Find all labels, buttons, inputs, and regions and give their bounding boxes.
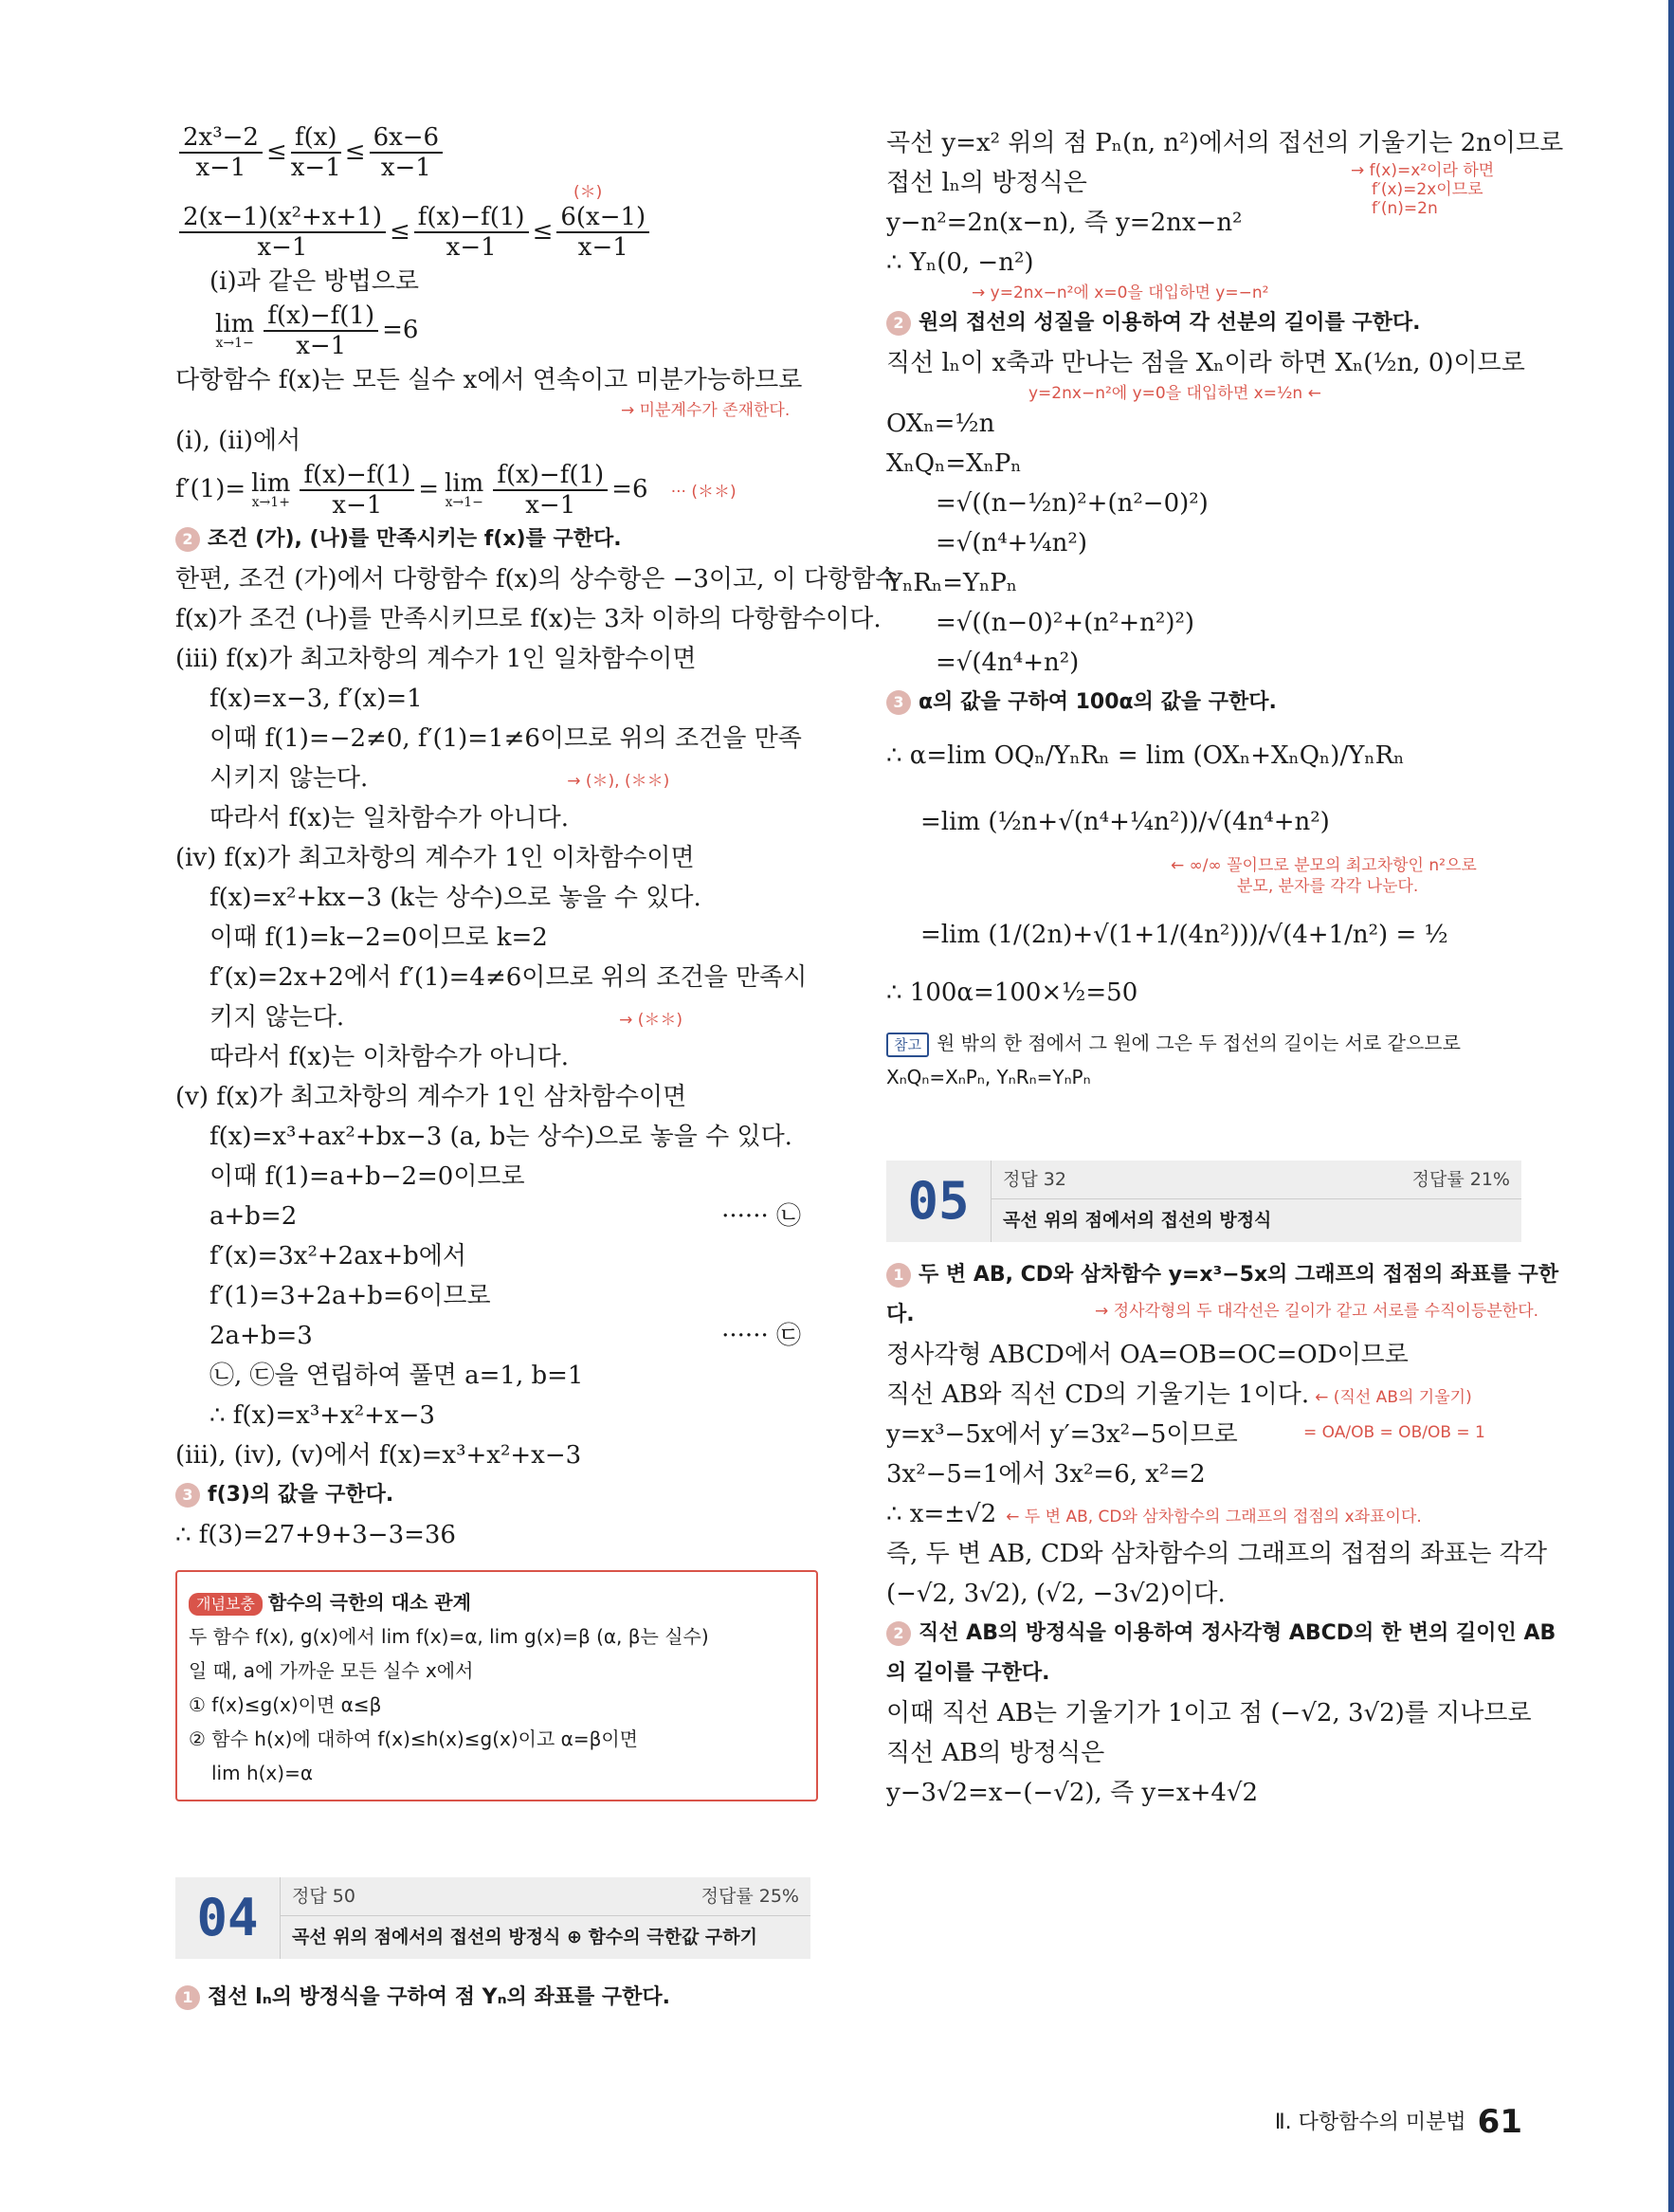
section-topic: 곡선 위의 점에서의 접선의 방정식 xyxy=(1003,1210,1272,1231)
case-iv-line: 이때 f(1)=k−2=0이므로 k=2 xyxy=(209,923,548,952)
fprime-value: =6 xyxy=(611,475,648,503)
chapter-title: Ⅱ. 다항함수의 미분법 xyxy=(1274,2111,1466,2134)
frac-den: x−1 xyxy=(446,233,497,262)
step-number-badge: 2 xyxy=(175,527,200,552)
case-v-line: f′(1)=3+2a+b=6이므로 xyxy=(209,1282,491,1310)
case-v-line: 이때 f(1)=a+b−2=0이므로 xyxy=(209,1162,525,1191)
frac-den: x−1 xyxy=(257,233,308,262)
step-number-badge: 3 xyxy=(175,1483,200,1508)
length-XQ: XₙQₙ=XₙPₙ xyxy=(886,449,1022,478)
concept-box-header xyxy=(189,1585,805,1619)
annotation-X: y=2nx−n²에 y=0을 대입하면 x=½n ← xyxy=(1028,384,1321,403)
alpha-limit-1: ∴ α=lim OQₙ/YₙRₙ = lim (OXₙ+XₙQₙ)/YₙRₙ xyxy=(886,741,1405,770)
section-meta xyxy=(280,1877,810,1959)
length-OX: OXₙ=½n xyxy=(886,410,995,438)
case-v-line xyxy=(175,1316,820,1356)
annotation-derivative-exists: → 미분계수가 존재한다. xyxy=(621,401,791,420)
case-v-title: (v) f(x)가 최고차항의 계수가 1인 삼차함수이면 xyxy=(175,1083,687,1111)
length-YR-step: =√((n−0)²+(n²+n²)²) xyxy=(936,609,1195,637)
frac-den: x−1 xyxy=(290,154,341,182)
step-1-text: 접선 lₙ의 방정식을 구하여 점 Yₙ의 좌표를 구한다. xyxy=(208,1985,671,2009)
section-meta xyxy=(991,1161,1521,1242)
line-AB-label: 직선 AB의 방정식은 xyxy=(886,1739,1105,1767)
derivative-text xyxy=(886,1415,1531,1454)
annotation-line: → f(x)=x²이라 하면 xyxy=(1351,161,1495,180)
problem-number: 05 xyxy=(907,1171,970,1231)
annotation-slope: ← (직선 AB의 기울기) xyxy=(1315,1388,1472,1407)
inequality-2: $\frac{\text{2(x−1)(x²+x+1)}}{x-1}$ ≤ $\frac{f(x)-f(1)}{x-1}$ ≤ $\frac{6(x-1)}{x-1}$ xyxy=(175,203,820,262)
equation-tag-L: ······ ㉡ xyxy=(721,1202,801,1231)
line-AB-equation: y−3√2=x−(−√2), 즉 y=x+4√2 xyxy=(886,1779,1259,1807)
step-1-heading xyxy=(886,1255,1559,1295)
step-3-heading xyxy=(175,1475,820,1515)
annotation-divide-1: ← ∞/∞ 꼴이므로 분모의 최고차항인 n²으로 xyxy=(1171,856,1477,875)
step-3-text: f(3)의 값을 구한다. xyxy=(208,1483,394,1507)
annotation-line: f′(n)=2n xyxy=(1372,199,1438,218)
step-2-text: 직선 AB의 방정식을 이용하여 정사각형 ABCD의 한 변의 길이인 AB xyxy=(919,1621,1556,1645)
accuracy-rate: 정답률 25% xyxy=(701,1886,799,1907)
tangent-slope-text: 곡선 y=x² 위의 점 Pₙ(n, n²)에서의 접선의 기울기는 2n이므로 xyxy=(886,129,1564,157)
case-iv-title: (iv) f(x)가 최고차항의 계수가 1인 이차함수이면 xyxy=(175,844,695,872)
page-number: 61 xyxy=(1477,2103,1522,2141)
annotation-iii: → (＊), (＊＊) xyxy=(567,772,670,791)
case-v-line: f(x)=x³+ax²+bx−3 (a, b는 상수)으로 놓을 수 있다. xyxy=(209,1123,792,1151)
case-v-line: ㉡, ㉢을 연립하여 풀면 a=1, b=1 xyxy=(209,1362,584,1390)
concept-line: ② 함수 h(x)에 대하여 f(x)≤h(x)≤g(x)이고 α=β이면 xyxy=(189,1728,638,1750)
case-v-line: f′(x)=3x²+2ax+b에서 xyxy=(209,1242,467,1271)
problem-number: 04 xyxy=(196,1888,259,1947)
step-1-text: 두 변 AB, CD와 삼차함수 y=x³−5x의 그래프의 접점의 좌표를 구한 xyxy=(919,1263,1559,1287)
concept-title: 함수의 극한의 대소 관계 xyxy=(267,1591,471,1614)
case-iv-line: f(x)=x²+kx−3 (k는 상수)으로 놓을 수 있다. xyxy=(209,884,701,912)
concept-tag: 개념보충 xyxy=(189,1593,263,1616)
equation-C: 2a+b=3 xyxy=(209,1322,313,1350)
x-values xyxy=(886,1494,1531,1534)
reference-equalities: XₙQₙ=XₙPₙ, YₙRₙ=YₙPₙ xyxy=(886,1066,1091,1088)
case-iv-text: 키지 않는다. xyxy=(209,1003,345,1032)
step-number-badge: 1 xyxy=(886,1263,911,1288)
accuracy-rate: 정답률 21% xyxy=(1411,1169,1510,1190)
concept-line: lim h(x)=α xyxy=(211,1762,314,1784)
length-XQ-step: =√((n−½n)²+(n²−0)²) xyxy=(936,489,1209,518)
frac-num: f(x)−f(1) xyxy=(264,302,378,332)
annotation-Y: → y=2nx−n²에 x=0을 대입하면 y=−n² xyxy=(972,283,1269,302)
annotation-line: f′(x)=2x이므로 xyxy=(1372,180,1483,199)
annotation-square: → 정사각형의 두 대각선은 길이가 같고 서로를 수직이등분한다. xyxy=(1095,1302,1539,1321)
fprime-limit: f′(1)= lim x→1+ $\frac{f(x)-f(1)}{x-1}$ = lim x→1− $\frac{f(x)-f(1)}{x-1}$ =6 ··· (＊＊) xyxy=(175,461,737,520)
derivative-text-content: y=x³−5x에서 y′=3x²−5이므로 xyxy=(886,1420,1238,1449)
frac-num: 2x³−2 xyxy=(179,123,263,154)
point-Y: ∴ Yₙ(0, −n²) xyxy=(886,248,1034,277)
step-number-badge: 1 xyxy=(175,1985,200,2010)
step-2-heading xyxy=(886,303,1531,343)
step-number-badge: 3 xyxy=(886,690,911,715)
differentiable-text: 다항함수 f(x)는 모든 실수 x에서 연속이고 미분가능하므로 xyxy=(175,366,803,394)
paragraph-line-2: f(x)가 조건 (나)를 만족시키므로 f(x)는 3차 이하의 다항함수이다. xyxy=(175,605,882,633)
case-iv-line xyxy=(175,997,820,1037)
case-iii-line: f(x)=x−3, f′(x)=1 xyxy=(209,685,423,713)
case-v-line: ∴ f(x)=x³+x²+x−3 xyxy=(209,1401,435,1430)
length-YR-step: =√(4n⁴+n²) xyxy=(936,649,1080,677)
step-1-heading-cont: 다. xyxy=(886,1303,915,1326)
step-2-heading-cont: 의 길이를 구한다. xyxy=(886,1661,1050,1685)
left-column xyxy=(175,123,900,2018)
limit-value: =6 xyxy=(382,316,419,344)
lim-subscript: x→1− xyxy=(215,336,254,351)
step-2-text: 조건 (가), (나)를 만족시키는 f(x)를 구한다. xyxy=(208,527,622,551)
annotation-iv: → (＊＊) xyxy=(619,1011,683,1030)
section-04-header xyxy=(175,1877,810,1959)
tangent-equation: y−n²=2n(x−n), 즉 y=2nx−n² xyxy=(886,209,1243,237)
alpha-limit-2: =lim (½n+√(n⁴+¼n²))/√(4n⁴+n²) xyxy=(920,808,1330,836)
point-X-text: 직선 lₙ이 x축과 만나는 점을 Xₙ이라 하면 Xₙ(½n, 0)이므로 xyxy=(886,349,1525,377)
case-iv-line: 따라서 f(x)는 이차함수가 아니다. xyxy=(209,1043,570,1071)
frac-den: x−1 xyxy=(195,154,246,182)
limit-left: lim x→1− $\frac{f(x)-f(1)}{x-1}$ =6 xyxy=(215,302,419,360)
tangent-points-text: 즉, 두 변 AB, CD와 삼차함수의 그래프의 접점의 좌표는 각각 xyxy=(886,1540,1547,1568)
frac-num: f(x)−f(1) xyxy=(493,461,608,491)
answer-label: 정답 32 xyxy=(1003,1169,1066,1190)
concept-line: 일 때, a에 가까운 모든 실수 x에서 xyxy=(189,1659,474,1682)
reference-tag: 참고 xyxy=(886,1033,929,1057)
frac-den: x−1 xyxy=(380,154,431,182)
f3-result: ∴ f(3)=27+9+3−3=36 xyxy=(175,1521,456,1549)
case-iii-text: 시키지 않는다. xyxy=(209,764,369,793)
case-iii-title: (iii) f(x)가 최고차항의 계수가 1인 일차함수이면 xyxy=(175,645,697,673)
annotation-starstar: ··· (＊＊) xyxy=(670,483,737,502)
frac-num: 6x−6 xyxy=(370,123,444,154)
answer-label: 정답 50 xyxy=(292,1886,355,1907)
concept-box xyxy=(175,1570,818,1801)
x-values-text: ∴ x=±√2 xyxy=(886,1500,997,1528)
reference-note xyxy=(886,1026,1531,1060)
step-3-heading xyxy=(886,683,1531,722)
paragraph-line-1: 한편, 조건 (가)에서 다항함수 f(x)의 상수항은 −3이고, 이 다항함수 xyxy=(175,565,900,594)
inequality-1: $\frac{\text{2x³−2}}{x-1}$ ≤ $\frac{f(x)}{x-1}$ ≤ $\frac{6x-6}{x-1}$ xyxy=(175,123,820,182)
annotation-derivative xyxy=(1351,161,1494,218)
alpha-limit-3: =lim (1/(2n)+√(1+1/(4n²)))/√(4+1/n²) = ½ xyxy=(920,921,1448,949)
from-i-ii: (i), (ii)에서 xyxy=(175,427,301,455)
frac-num: f(x) xyxy=(291,123,341,154)
step-number-badge: 2 xyxy=(886,1621,911,1646)
annotation-star: (＊) xyxy=(573,183,603,202)
length-XQ-step: =√(n⁴+¼n²) xyxy=(936,529,1087,558)
concept-line: ① f(x)≤g(x)이면 α≤β xyxy=(189,1693,382,1716)
lim-subscript: x→1− xyxy=(445,495,483,510)
frac-den: x−1 xyxy=(296,332,347,360)
step-1-heading xyxy=(175,1978,820,2018)
tangent-eq-label-text: 접선 lₙ의 방정식은 xyxy=(886,169,1087,197)
reference-text: 원 밖의 한 점에서 그 원에 그은 두 접선의 길이는 서로 같으므로 xyxy=(936,1032,1461,1054)
tangent-eq-label xyxy=(886,161,1531,218)
annotation-divide-2: 분모, 분자를 각각 나눈다. xyxy=(1237,877,1419,896)
fprime-lhs: f′(1)= xyxy=(175,475,246,503)
page-edge-strip xyxy=(1668,0,1674,2212)
concept-line: 두 함수 f(x), g(x)에서 lim f(x)=α, lim g(x)=β (α, β는 실수) xyxy=(189,1625,709,1648)
page-footer xyxy=(1275,2103,1522,2141)
case-iii-line: 이때 f(1)=−2≠0, f′(1)=1≠6이므로 위의 조건을 만족 xyxy=(209,724,802,753)
frac-den: x−1 xyxy=(525,491,576,520)
step-3-text: α의 값을 구하여 100α의 값을 구한다. xyxy=(919,690,1277,714)
case-iii-line: 따라서 f(x)는 일차함수가 아니다. xyxy=(209,804,570,832)
lim-subscript: x→1+ xyxy=(251,495,290,510)
alpha-result: ∴ 100α=100×½=50 xyxy=(886,978,1138,1007)
step-2-heading xyxy=(175,520,820,559)
case-iii-line xyxy=(175,759,820,798)
square-text: 정사각형 ABCD에서 OA=OB=OC=OD이므로 xyxy=(886,1341,1409,1369)
conclusion-f: (iii), (iv), (v)에서 f(x)=x³+x²+x−3 xyxy=(175,1441,582,1470)
annotation-x-coord: ← 두 변 AB, CD와 삼차함수의 그래프의 접점의 x좌표이다. xyxy=(1006,1508,1422,1526)
step-2-text: 원의 접선의 성질을 이용하여 각 선분의 길이를 구한다. xyxy=(919,311,1421,335)
equation-tag-C: ······ ㉢ xyxy=(721,1322,801,1350)
frac-den: x−1 xyxy=(577,233,628,262)
case-iv-line: f′(x)=2x+2에서 f′(1)=4≠6이므로 위의 조건을 만족시 xyxy=(209,963,808,992)
slope-text-content: 직선 AB와 직선 CD의 기울기는 1이다. xyxy=(886,1380,1310,1409)
annotation-slope-ratio: = OA/OB = OB/OB = 1 xyxy=(1303,1423,1485,1442)
frac-num: 2(x−1)(x²+x+1) xyxy=(179,203,386,233)
tangent-points: (−√2, 3√2), (√2, −3√2)이다. xyxy=(886,1580,1226,1608)
line-AB-text: 이때 직선 AB는 기울기가 1이고 점 (−√2, 3√2)를 지나므로 xyxy=(886,1699,1532,1728)
frac-den: x−1 xyxy=(332,491,383,520)
section-05-header xyxy=(886,1161,1521,1242)
solve-text: 3x²−5=1에서 3x²=6, x²=2 xyxy=(886,1460,1206,1489)
step-number-badge: 2 xyxy=(886,311,911,336)
equation-L: a+b=2 xyxy=(209,1202,298,1231)
length-YR: YₙRₙ=YₙPₙ xyxy=(886,569,1018,597)
frac-num: f(x)−f(1) xyxy=(414,203,529,233)
frac-num: f(x)−f(1) xyxy=(300,461,414,491)
section-topic: 곡선 위의 점에서의 접선의 방정식 ⊕ 함수의 극한값 구하기 xyxy=(292,1927,757,1947)
step-2-heading xyxy=(886,1614,1556,1654)
same-method-text: (i)과 같은 방법으로 xyxy=(209,267,419,296)
slope-text xyxy=(886,1375,1531,1415)
right-column xyxy=(886,123,1564,1813)
case-v-line xyxy=(175,1197,820,1236)
frac-num: 6(x−1) xyxy=(556,203,649,233)
